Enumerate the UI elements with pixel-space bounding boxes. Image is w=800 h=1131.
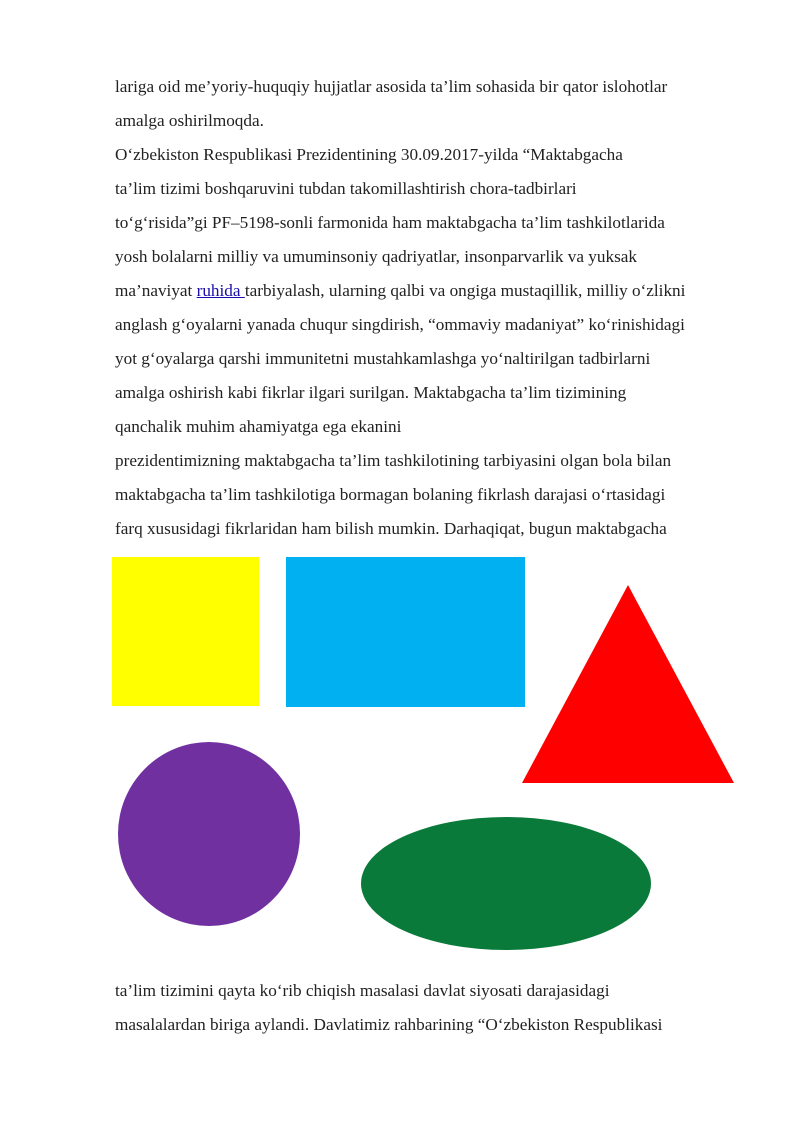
- paragraph-line: masalalardan biriga aylandi. Davlatimiz rahbarining “O‘zbekiston Respublikasi: [115, 1015, 663, 1034]
- blue-rectangle-shape: [286, 557, 525, 707]
- paragraph-line: yot g‘oyalarga qarshi immunitetni mustahkamlashga yo‘naltirilgan tadbirlarni: [115, 349, 651, 368]
- red-triangle-shape: [522, 585, 734, 783]
- line-text-before-link: ma’naviyat: [115, 281, 197, 300]
- paragraph-line: lariga oid me’yoriy-huquqiy hujjatlar asosida ta’lim sohasida bir qator islohotlar: [115, 77, 668, 96]
- yellow-square-shape: [112, 557, 259, 706]
- paragraph-line: to‘g‘risida”gi PF–5198-sonli farmonida ham maktabgacha ta’lim tashkilotlarida: [115, 213, 665, 232]
- paragraph-line: ta’lim tizimi boshqaruvini tubdan takomillashtirish chora-tadbirlari: [115, 179, 577, 198]
- purple-circle-shape: [118, 742, 300, 926]
- paragraph-line: O‘zbekiston Respublikasi Prezidentining 30.09.2017-yilda “Maktabgacha: [115, 145, 623, 164]
- paragraph-line: prezidentimizning maktabgacha ta’lim tashkilotining tarbiyasini olgan bola bilan: [115, 451, 672, 470]
- paragraph-line: ta’lim tizimini qayta ko‘rib chiqish masalasi davlat siyosati darajasidagi: [115, 981, 610, 1000]
- paragraph-line: maktabgacha ta’lim tashkilotiga bormagan bolaning fikrlash darajasi o‘rtasidagi: [115, 485, 666, 504]
- paragraph-line: qanchalik muhim ahamiyatga ega ekanini: [115, 417, 402, 436]
- paragraph-line: amalga oshirilmoqda.: [115, 111, 264, 130]
- green-ellipse-shape: [361, 817, 651, 950]
- paragraph-line-with-link: [115, 280, 685, 302]
- paragraph-line: farq xususidagi fikrlaridan ham bilish mumkin. Darhaqiqat, bugun maktabgacha: [115, 519, 667, 538]
- line-text-after-link: tarbiyalash, ularning qalbi va ongiga mustaqillik, milliy o‘zlikni: [244, 281, 686, 300]
- paragraph-line: anglash g‘oyalarni yanada chuqur singdirish, “ommaviy madaniyat” ko‘rinishidagi: [115, 315, 685, 334]
- ruhida-link[interactable]: ruhida: [196, 281, 245, 300]
- paragraph-line: yosh bolalarni milliy va umuminsoniy qadriyatlar, insonparvarlik va yuksak: [115, 247, 638, 266]
- paragraph-line: amalga oshirish kabi fikrlar ilgari surilgan. Maktabgacha ta’lim tizimining: [115, 383, 627, 402]
